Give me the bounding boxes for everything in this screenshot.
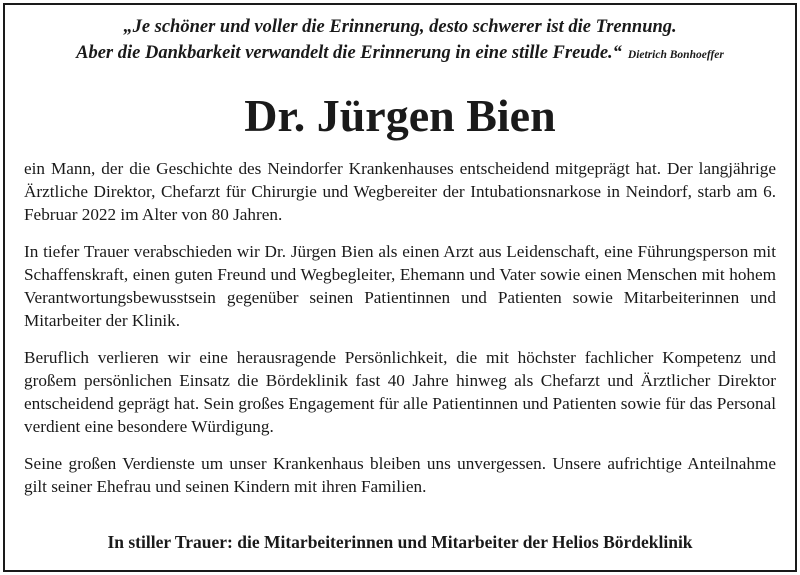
paragraph-2: In tiefer Trauer verabschieden wir Dr. Jürgen Bien als einen Arzt aus Leidenschaft, eine Führungsperson mit Schaffenskraft, einen guten Freund und Wegbegleiter, Ehemann und Vater sowie einen Menschen mit hohem Verantwortungsbewusstsein gegenüber seinen Patientinnen und Patienten sowie Mitarbeiterinnen und Mitarbeiter der Klinik. [24,242,776,330]
paragraph-3: Beruflich verlieren wir eine herausragende Persönlichkeit, die mit höchster fachlicher Kompetenz und großem persönlichen Einsatz die Bördeklinik fast 40 Jahre hinweg als Chefarzt und Ärztlicher Direktor entscheidend geprägt hat. Sein großes Engagement für alle Patientinnen und Patienten sowie für das Personal verdient eine besondere Würdigung. [24,348,776,436]
paragraph-4: Seine großen Verdienste um unser Krankenhaus bleiben uns unvergessen. Unsere aufrichtige Anteilnahme gilt seiner Ehefrau und seinen Kindern mit ihren Familien. [24,454,776,496]
quote-line-2 [20,40,780,68]
signoff: In stiller Trauer: die Mitarbeiterinnen und Mitarbeiter der Helios Bördeklinik [107,532,693,552]
quote-line-1: „Je schöner und voller die Erinnerung, desto schwerer ist die Trennung. [123,17,677,37]
paragraph-1: ein Mann, der die Geschichte des Neindorfer Krankenhauses entscheidend mitgeprägt hat. Der langjährige Ärztliche Direktor, Chefarzt für Chirurgie und Wegbereiter der Intubationsnarkose in Neindorf, starb am 6. Februar 2022 im Alter von 80 Jahren. [24,159,776,224]
obituary-body [24,157,776,512]
deceased-name: Dr. Jürgen Bien [244,90,556,141]
quote-line-2-text: Aber die Dankbarkeit verwandelt die Erinnerung in eine stille Freude.“ [76,43,622,63]
quote-author: Dietrich Bonhoeffer [627,49,724,61]
epigraph-quote [20,14,780,68]
